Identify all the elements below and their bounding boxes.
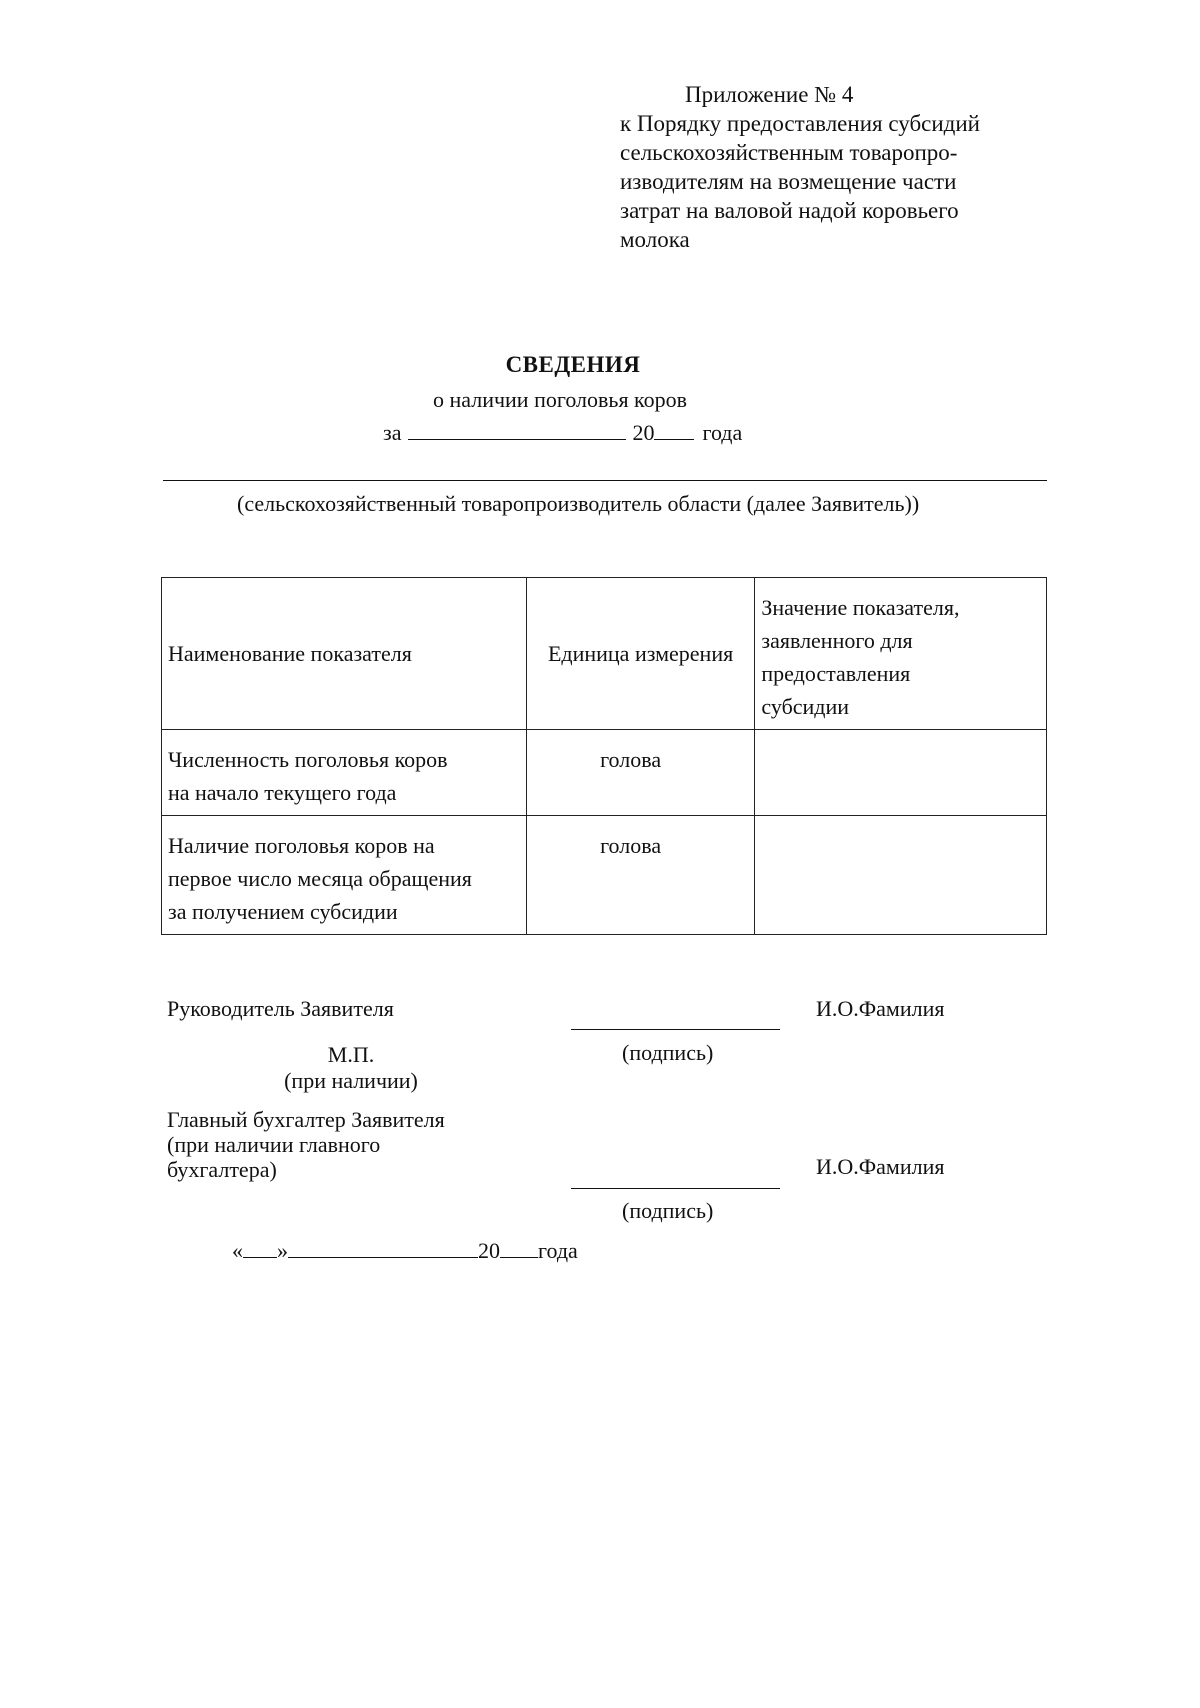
applicant-name-line[interactable] [163,480,1047,481]
date-close-quote: » [277,1238,288,1263]
date-year-field[interactable] [500,1239,538,1258]
period-year-blank-field[interactable] [654,421,694,440]
head-signature-caption: (подпись) [622,1040,714,1065]
header-value-line: заявленного для [761,628,913,653]
table-row [162,730,1047,816]
stamp-label: М.П. [327,1042,375,1067]
appendix-line: молока [620,227,690,252]
head-name: И.О.Фамилия [816,996,945,1021]
document-title: СВЕДЕНИЯ [505,352,641,377]
date-day-field[interactable] [243,1239,277,1258]
appendix-block [620,80,980,254]
head-signature-line[interactable] [571,1029,780,1030]
date-open-quote: « [232,1238,243,1263]
accountant-label [167,1107,445,1182]
accountant-signature-caption: (подпись) [622,1198,714,1223]
stamp-note: (при наличии) [284,1068,418,1093]
appendix-number: Приложение № 4 [685,82,854,107]
period-blank-field[interactable] [408,421,626,440]
table-header-row [162,578,1047,730]
row-name-line: на начало текущего года [168,780,397,805]
period-row [383,420,742,446]
row-name-line: первое число месяца обращения [168,866,472,891]
appendix-line: изводителям на возмещение части [620,169,957,194]
appendix-line: сельскохозяйственным товаропро- [620,140,958,165]
row-name-line: за получением субсидии [168,899,398,924]
accountant-line: Главный бухгалтер Заявителя [167,1107,445,1132]
row-name-line: Численность поголовья коров [168,747,448,772]
applicant-caption: (сельскохозяйственный товаропроизводитель области (далее Заявитель)) [237,491,920,516]
header-cell-indicator: Наименование показателя [162,578,527,730]
indicators-table [161,577,1047,935]
row-value-field[interactable] [755,816,1047,935]
row-indicator-name [162,730,527,816]
accountant-signature-line[interactable] [571,1188,780,1189]
accountant-line: (при наличии главного [167,1132,381,1157]
stamp-placeholder [258,1042,444,1094]
row-unit: голова [526,730,755,816]
table-row [162,816,1047,935]
document-subtitle: о наличии поголовья коров [432,387,688,412]
header-value-line: предоставления [761,661,911,686]
date-month-field[interactable] [288,1239,478,1258]
appendix-line: затрат на валовой надой коровьего [620,198,959,223]
period-prefix: за [383,420,402,445]
accountant-line: бухгалтера) [167,1157,277,1182]
period-suffix: года [702,420,743,445]
header-cell-value [755,578,1047,730]
accountant-name: И.О.Фамилия [816,1154,945,1179]
header-cell-unit: Единица измерения [526,578,755,730]
period-year-prefix: 20 [632,420,655,445]
date-row [232,1238,578,1264]
row-indicator-name [162,816,527,935]
date-year-prefix: 20 [478,1238,500,1263]
header-value-line: Значение показателя, [761,595,960,620]
row-value-field[interactable] [755,730,1047,816]
head-label: Руководитель Заявителя [167,996,394,1021]
appendix-line: к Порядку предоставления субсидий [620,111,980,136]
row-unit: голова [526,816,755,935]
header-value-line: субсидии [761,694,850,719]
row-name-line: Наличие поголовья коров на [168,833,435,858]
date-suffix: года [538,1238,578,1263]
